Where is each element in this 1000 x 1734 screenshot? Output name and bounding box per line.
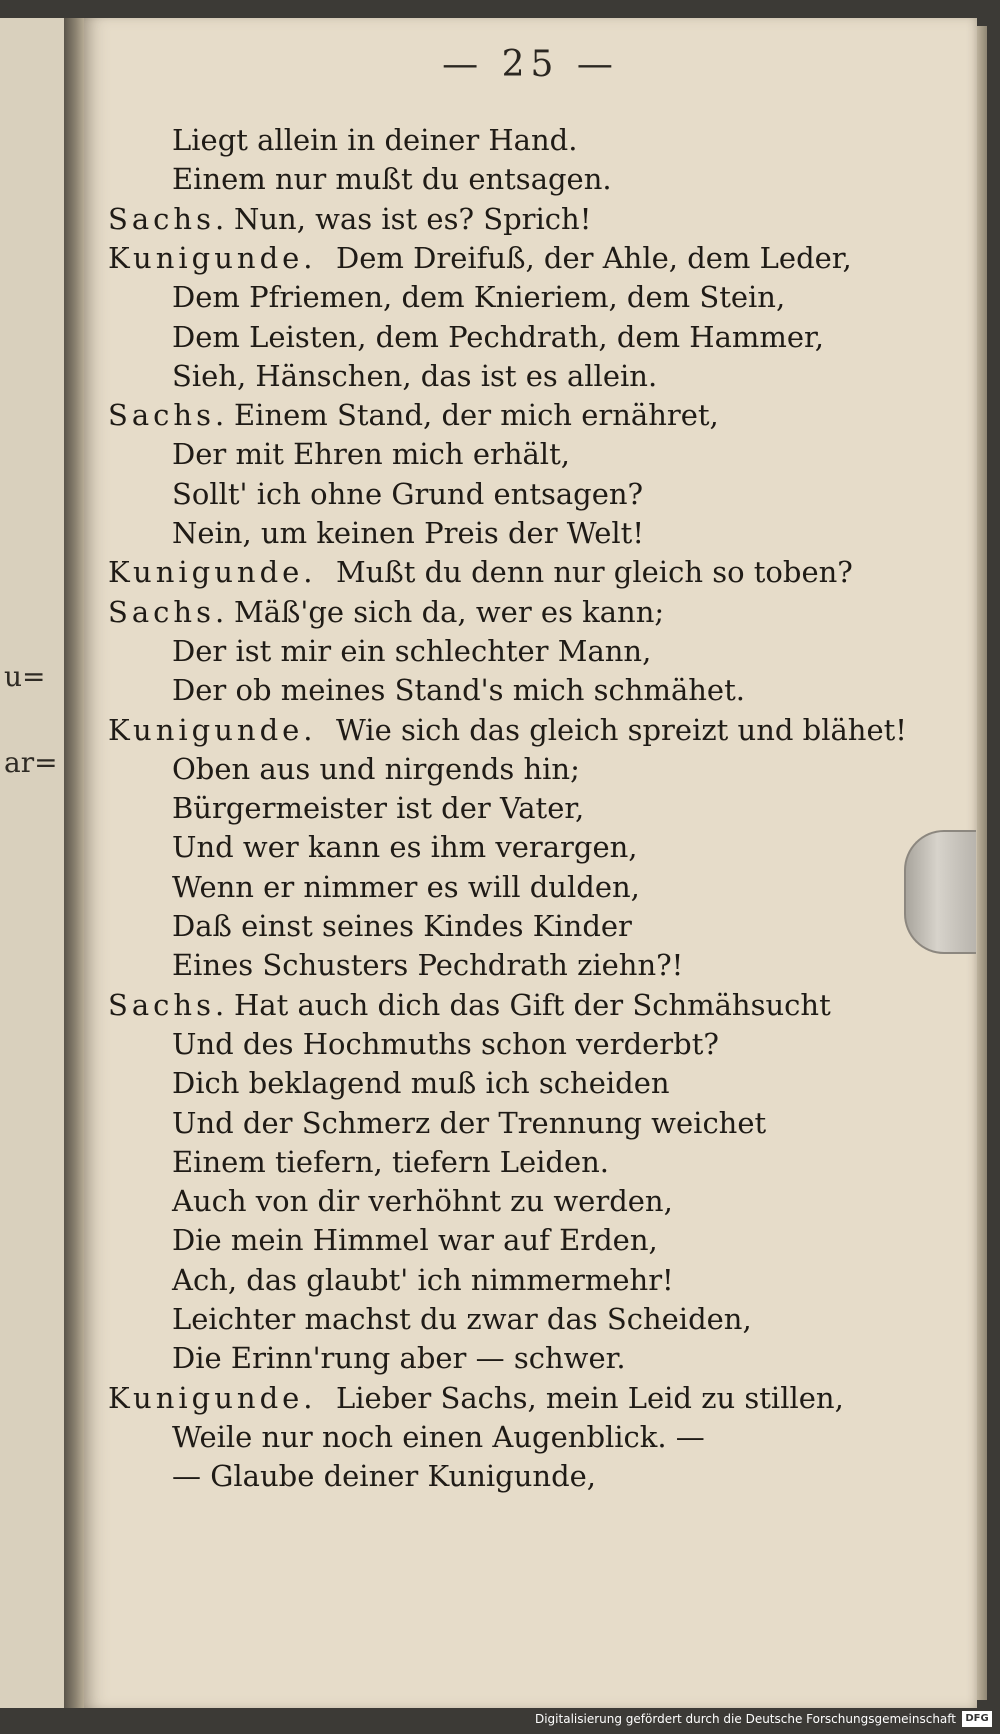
verse-line [108,592,664,632]
left-page-edge [0,18,66,1708]
verse-text: Hat auch dich das Gift der Schmähsucht [234,987,831,1022]
verse-text: Der ob meines Stand's mich schmähet. [172,673,745,708]
verse-text: Dem Dreifuß, der Ahle, dem Leder, [336,240,852,275]
verse-line [172,1338,626,1378]
dfg-logo: DFG [962,1711,992,1727]
verse-line [172,159,612,199]
verse-line [172,906,632,946]
verse-line [172,317,824,357]
speaker-name: Kunigunde. [108,240,317,275]
verse-text: Bürgermeister ist der Vater, [172,791,585,826]
verse-text: Weile nur noch einen Augenblick. — [172,1419,705,1454]
page-number: — 25 — [442,44,619,85]
speaker-name: Kunigunde. [108,712,317,747]
verse-line [172,1024,719,1064]
verse-line [172,788,584,828]
page-text [84,18,977,1708]
verse-line [172,867,640,907]
verse-text: Einem tiefern, tiefern Leiden. [172,1144,610,1179]
speaker-name: Sachs. [108,987,229,1022]
left-page-fragment: ar= [4,746,58,779]
speaker-name: Kunigunde. [108,555,317,590]
verse-text: Leichter machst du zwar das Scheiden, [172,1302,752,1336]
verse-text: Mußt du denn nur gleich so toben? [336,555,853,590]
verse-line [172,945,683,985]
verse-line [172,1260,674,1300]
verse-line [108,710,907,750]
verse-text: Sieh, Hänschen, das ist es allein. [172,358,658,393]
verse-text: Dem Leisten, dem Pechdrath, dem Hammer, [172,319,824,354]
verse-line [108,395,719,435]
verse-line [172,513,644,553]
verse-line [108,552,853,592]
verse-text: Und der Schmerz der Trennung weichet [172,1105,767,1140]
verse-line [172,1181,673,1221]
verse-line [172,356,657,396]
verse-text: Ach, das glaubt' ich nimmermehr! [172,1262,674,1297]
verse-line [172,120,577,160]
verse-line [108,985,831,1025]
verse-text: Lieber Sachs, mein Leid zu stillen, [336,1380,844,1415]
verse-text: Wenn er nimmer es will dulden, [172,869,640,904]
verse-line [172,1417,705,1457]
verse-line [108,199,591,239]
verse-text: Sollt' ich ohne Grund entsagen? [172,476,644,511]
left-page-fragment: u= [4,660,46,693]
verse-text: Die mein Himmel war auf Erden, [172,1223,658,1258]
verse-text: Oben aus und nirgends hin; [172,751,580,786]
verse-line [172,474,643,514]
book-page [84,18,977,1708]
verse-line [172,827,638,867]
verse-text: Und des Hochmuths schon verderbt? [172,1026,719,1061]
verse-text: Liegt allein in deiner Hand. [172,123,578,157]
verse-text: Nein, um keinen Preis der Welt! [172,516,644,550]
verse-line [172,434,570,474]
verse-line [172,277,785,317]
speaker-name: Sachs. [108,594,229,629]
digitization-credit: Digitalisierung gefördert durch die Deutsche Forschungsgemeinschaft [534,1712,956,1726]
page-edge [977,26,987,1700]
verse-text: Der ist mir ein schlechter Mann, [172,633,652,668]
verse-text: Nun, was ist es? Sprich! [234,201,592,236]
verse-text: Wie sich das gleich spreizt und blähet! [336,712,907,747]
verse-text: Mäß'ge sich da, wer es kann; [234,594,665,629]
verse-text: Dich beklagend muß ich scheiden [172,1066,670,1101]
verse-line [172,749,580,789]
verse-line [172,670,745,710]
verse-text: Einem nur mußt du entsagen. [172,162,612,197]
verse-text: Auch von dir verhöhnt zu werden, [172,1184,673,1219]
verse-line [172,1220,658,1260]
verse-line [108,1378,844,1418]
speaker-name: Sachs. [108,201,229,236]
verse-line [172,1063,670,1103]
speaker-name: Kunigunde. [108,1380,317,1415]
verse-line [172,1103,766,1143]
verse-text: Dem Pfriemen, dem Knieriem, dem Stein, [172,280,786,315]
verse-line [172,1142,609,1182]
verse-text: Der mit Ehren mich erhält, [172,437,570,472]
verse-text: Eines Schusters Pechdrath ziehn?! [172,948,684,983]
verse-text: Die Erinn'rung aber — schwer. [172,1341,626,1376]
verse-text: Einem Stand, der mich ernähret, [234,398,719,433]
verse-line [172,1456,596,1496]
verse-text: Und wer kann es ihm verargen, [172,830,638,865]
speaker-name: Sachs. [108,398,229,433]
verse-text: Daß einst seines Kindes Kinder [172,909,632,943]
verse-line [108,238,852,278]
verse-line [172,631,651,671]
verse-line [172,1299,752,1339]
verse-text: — Glaube deiner Kunigunde, [172,1459,597,1494]
book-clip [904,830,976,954]
book-gutter [64,18,84,1708]
